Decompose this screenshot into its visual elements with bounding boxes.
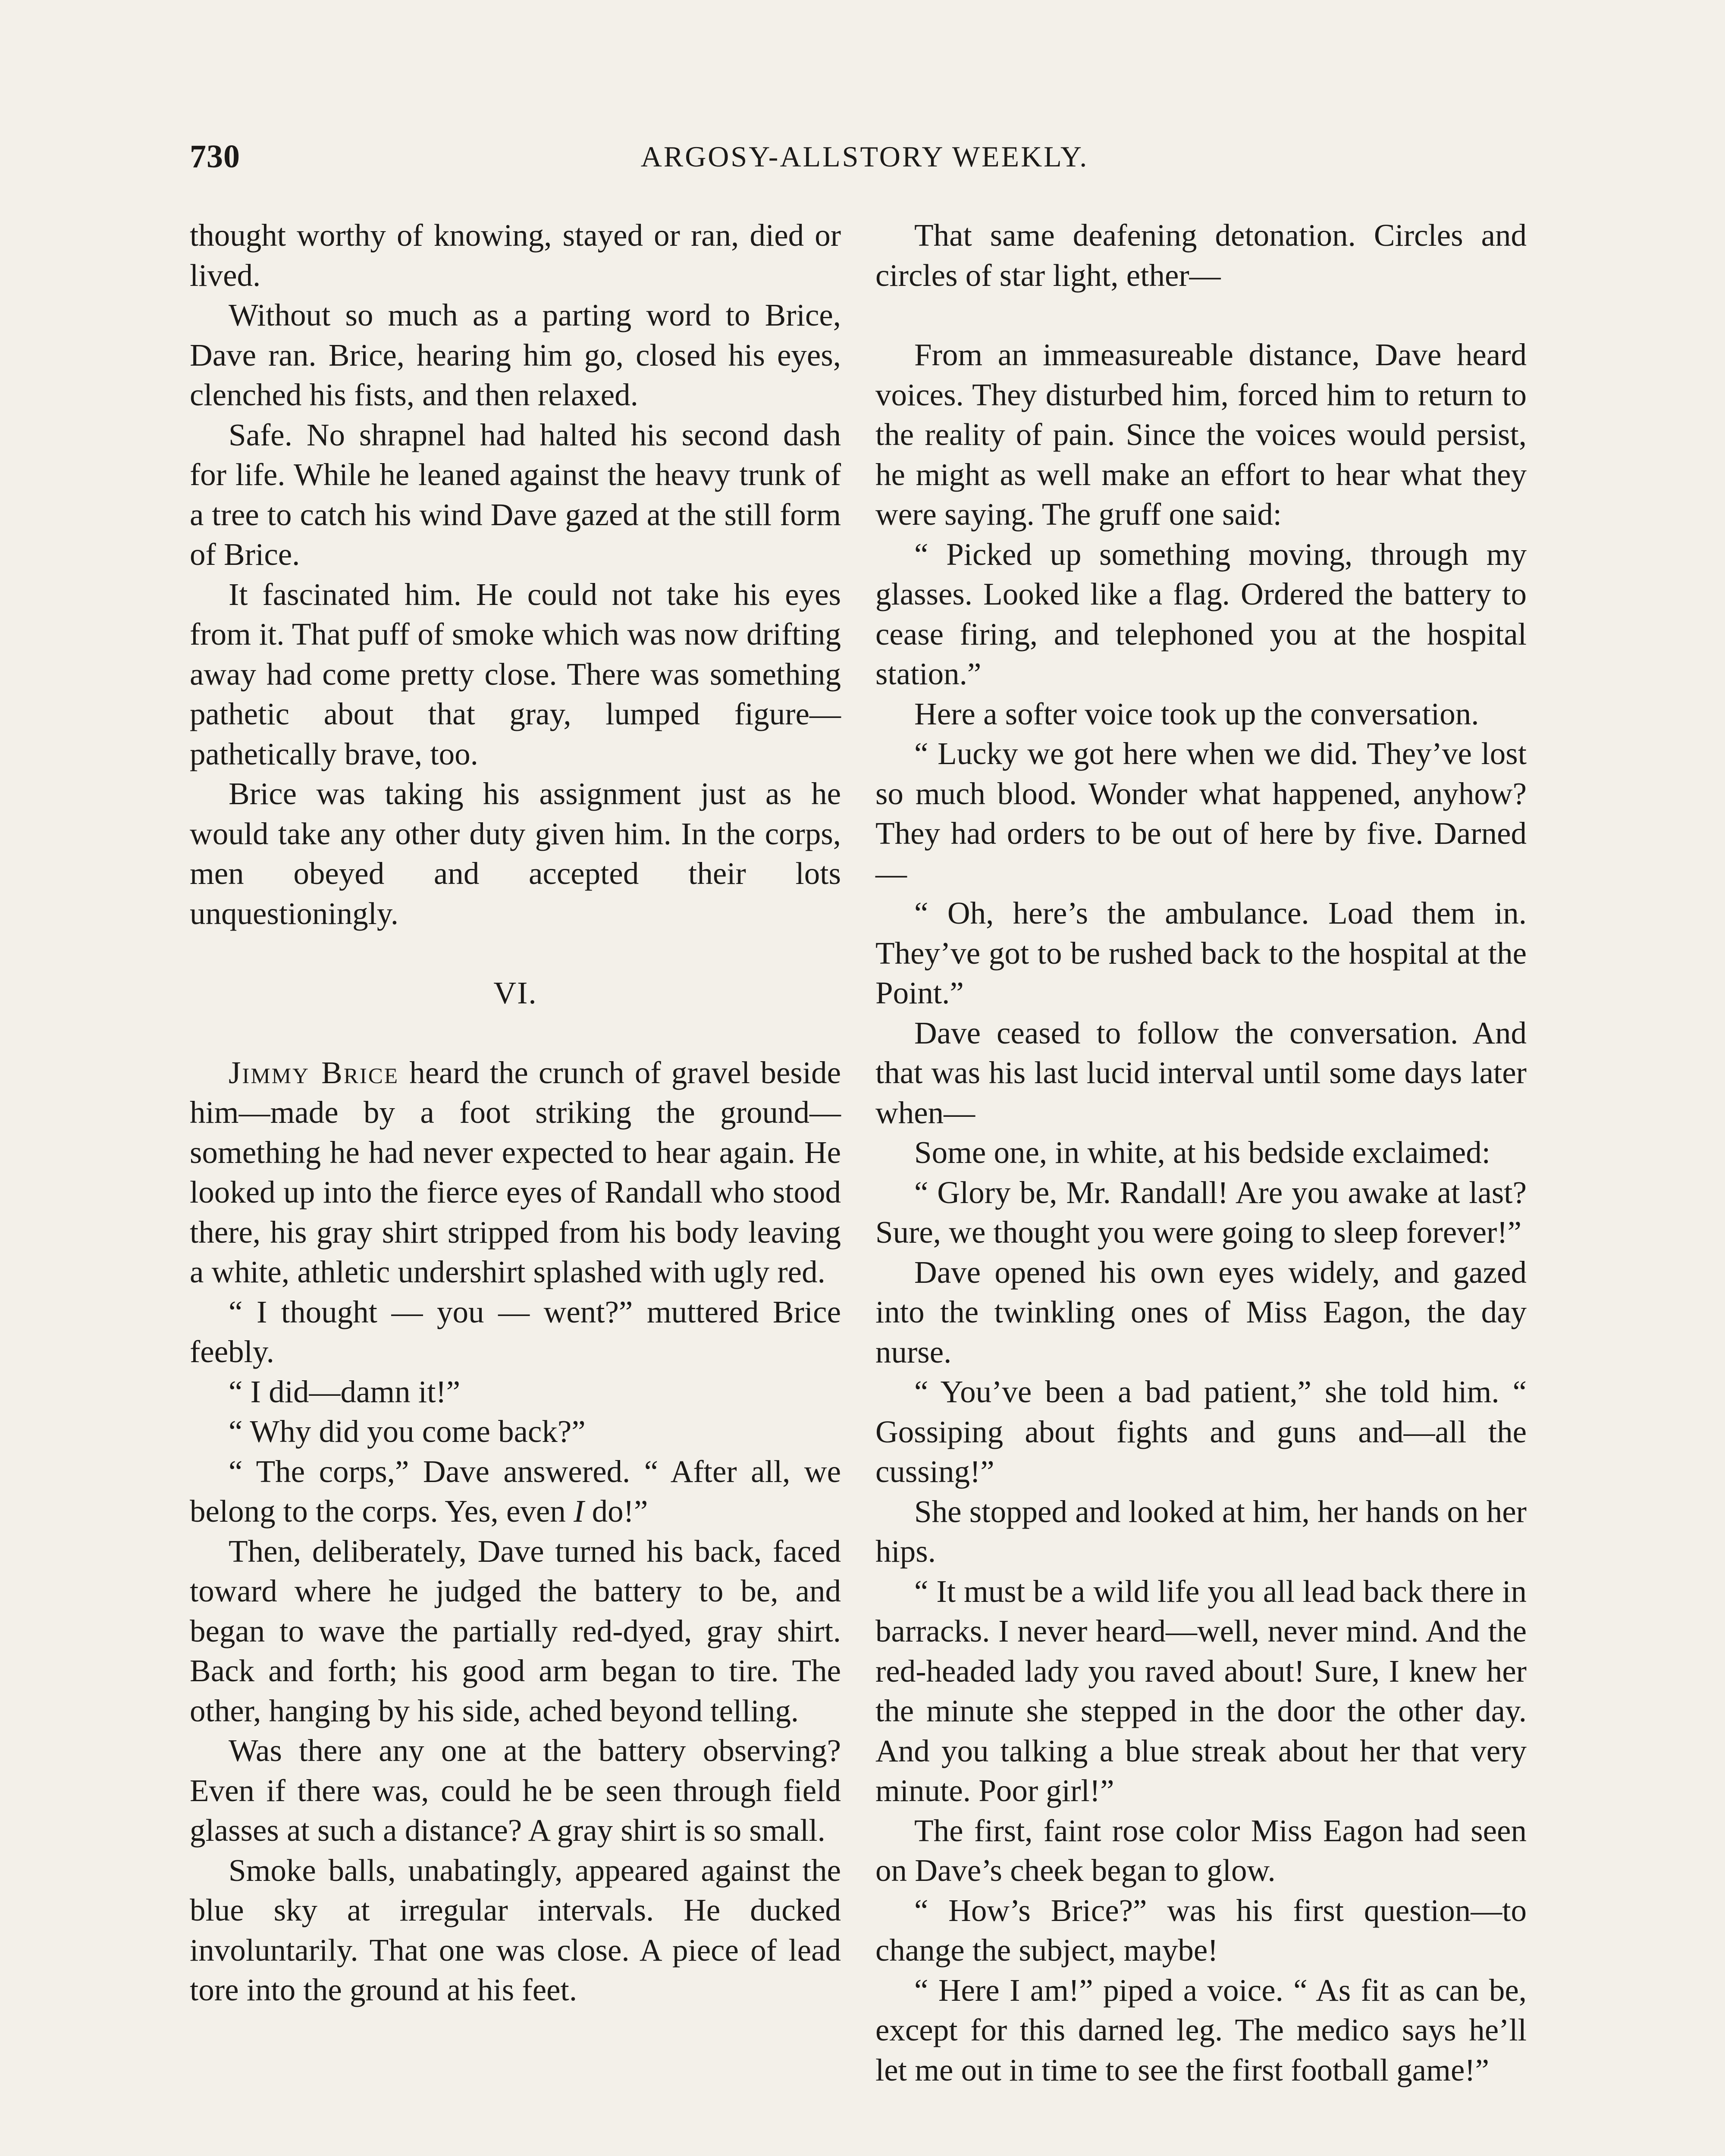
- paragraph: [190, 1452, 841, 1532]
- paragraph: “ You’ve been a bad patient,” she told him. “ Gossiping about fights and guns and—all the cussing!”: [875, 1374, 1527, 1489]
- left-column: [190, 216, 841, 2010]
- paragraph: “ Why did you come back?”: [229, 1414, 586, 1449]
- scene-break: [875, 295, 1527, 335]
- paragraph: That same deafening detonation. Circles and circles of star light, ether—: [875, 218, 1527, 293]
- section-spacer: [190, 934, 841, 973]
- paragraph: “ I thought — you — went?” muttered Brice feebly.: [190, 1294, 841, 1369]
- paragraph-text: do!”: [584, 1494, 648, 1529]
- paragraph: Without so much as a parting word to Brice, Dave ran. Brice, hearing him go, closed his eyes, clenched his fists, and then relaxed.: [190, 298, 841, 412]
- paragraph: “ Here I am!” piped a voice. “ As fit as can be, except for this darned leg. The medico says he’ll let me out in time to see the first football game!”: [875, 1972, 1527, 2087]
- paragraph: From an immeasureable distance, Dave heard voices. They disturbed him, forced him to return to the reality of pain. Since the voices would persist, he might as well make an effort to hear what they were saying. The gruff one said:: [875, 337, 1527, 532]
- paragraph-text: heard the crunch of gravel beside him—made by a foot striking the ground—something he had never expected to hear again. He looked up into the fierce eyes of Randall who stood there, his gray shirt stripped from his body leaving a white, athletic undershirt splashed with ugly red.: [190, 1055, 841, 1289]
- paragraph: “ It must be a wild life you all lead back there in barracks. I never heard—well, never mind. And the red-headed lady you raved about! Sure, I knew her the minute she stepped in the door the other day. And you talking a blue streak about her that very minute. Poor girl!”: [875, 1573, 1527, 1808]
- paragraph: Safe. No shrapnel had halted his second dash for life. While he leaned against the heavy trunk of a tree to catch his wind Dave gazed at the still form of Brice.: [190, 417, 841, 572]
- emphasis: I: [574, 1494, 584, 1529]
- page-number: 730: [190, 138, 240, 175]
- paragraph: The first, faint rose color Miss Eagon had seen on Dave’s cheek began to glow.: [875, 1813, 1527, 1888]
- paragraph-text: “ The corps,” Dave answered. “ After all, we belong to the corps. Yes, even: [190, 1454, 841, 1529]
- right-column: [875, 216, 1527, 2090]
- paragraph: It fascinated him. He could not take his eyes from it. That puff of smoke which was now drifting away had come pretty close. There was something pathetic about that gray, lumped figure—pathetically brave, too.: [190, 577, 841, 771]
- paragraph: “ Picked up something moving, through my glasses. Looked like a flag. Ordered the battery to cease firing, and telephoned you at the hospital station.”: [875, 536, 1527, 691]
- section-heading: VI.: [493, 975, 537, 1010]
- running-head: ARGOSY-ALLSTORY WEEKLY.: [640, 140, 1089, 173]
- paragraph: Here a softer voice took up the conversation.: [914, 696, 1479, 731]
- paragraph: “ Lucky we got here when we did. They’ve lost so much blood. Wonder what happened, anyhow? They had orders to be out of here by five. Darned—: [875, 736, 1527, 891]
- paragraph: Dave opened his own eyes widely, and gazed into the twinkling ones of Miss Eagon, the day nurse.: [875, 1254, 1527, 1369]
- paragraph: “ Glory be, Mr. Randall! Are you awake at last? Sure, we thought you were going to sleep forever!”: [875, 1175, 1527, 1250]
- paragraph: She stopped and looked at him, her hands on her hips.: [875, 1494, 1527, 1569]
- paragraph: “ How’s Brice?” was his first question—to change the subject, maybe!: [875, 1893, 1527, 1968]
- paragraph: Some one, in white, at his bedside exclaimed:: [914, 1135, 1490, 1170]
- section-spacer: [190, 1013, 841, 1053]
- page-header: [190, 138, 1540, 185]
- paragraph: Was there any one at the battery observing? Even if there was, could he be seen through field glasses at such a distance? A gray shirt is so small.: [190, 1733, 841, 1848]
- paragraph: “ I did—damn it!”: [229, 1374, 461, 1409]
- paragraph: “ Oh, here’s the ambulance. Load them in. They’ve got to be rushed back to the hospital at the Point.”: [875, 896, 1527, 1010]
- paragraph: thought worthy of knowing, stayed or ran, died or lived.: [190, 218, 841, 293]
- lead-in-small-caps: Jimmy Brice: [229, 1055, 399, 1090]
- paragraph: [190, 1053, 841, 1292]
- paragraph: Dave ceased to follow the conversation. And that was his last lucid interval until some days later when—: [875, 1015, 1527, 1130]
- paragraph: Then, deliberately, Dave turned his back, faced toward where he judged the battery to be, and began to wave the partially red-dyed, gray shirt. Back and forth; his good arm began to tire. The other, hanging by his side, ached beyond telling.: [190, 1533, 841, 1728]
- paragraph: Brice was taking his assignment just as he would take any other duty given him. In the corps, men obeyed and accepted their lots unquestioningly.: [190, 776, 841, 931]
- paragraph: Smoke balls, unabatingly, appeared against the blue sky at irregular intervals. He ducked involuntarily. That one was close. A piece of lead tore into the ground at his feet.: [190, 1852, 841, 2007]
